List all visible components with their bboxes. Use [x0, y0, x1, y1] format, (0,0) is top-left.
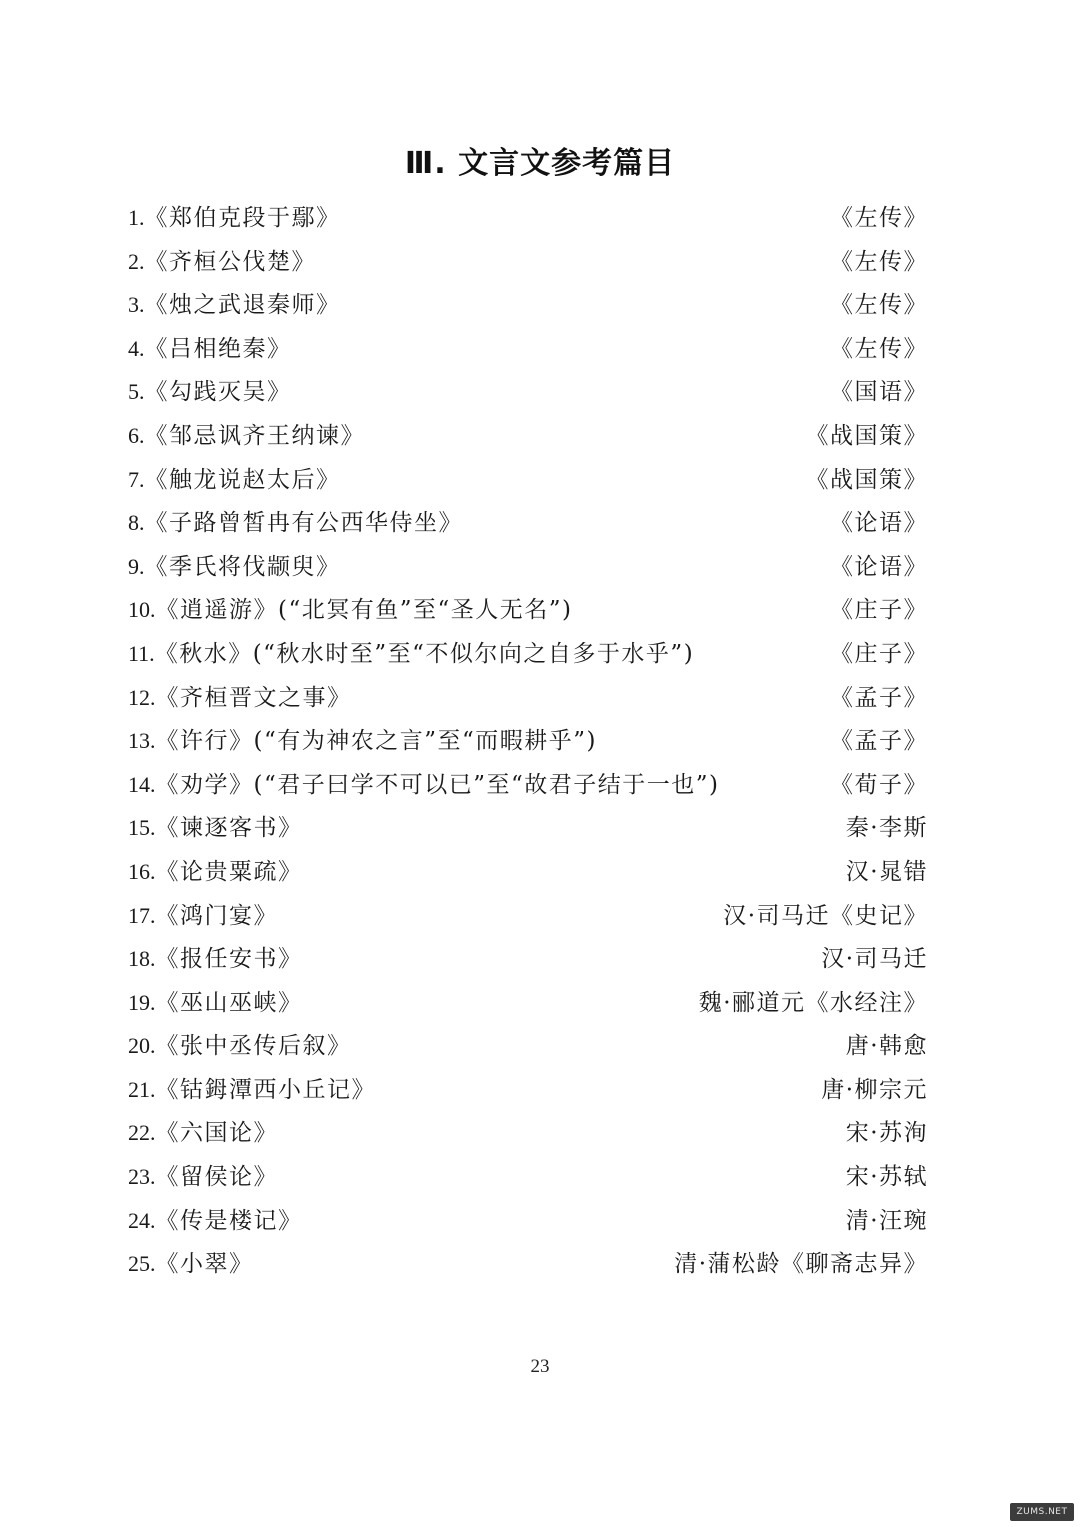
item-source: 汉·晁错: [845, 858, 928, 885]
item-title: 《吕相绝秦》: [144, 335, 292, 362]
item-source: 清·蒲松龄《聊斋志异》: [674, 1251, 928, 1278]
item-source: 《论语》: [830, 553, 928, 580]
item-source: 《左传》: [830, 292, 928, 319]
item-title: 《小翠》: [155, 1251, 254, 1278]
item-number: 6.: [128, 422, 145, 448]
list-item: [128, 1155, 928, 1199]
item-title: 《触龙说赵太后》: [144, 466, 341, 493]
item-title: 《齐桓公伐楚》: [144, 248, 316, 275]
list-item: [128, 545, 928, 589]
reading-list: [128, 196, 928, 1286]
list-item: [128, 763, 928, 807]
item-title: 《逍遥游》(“北冥有鱼”至“圣人无名”): [155, 597, 573, 624]
item-source: 秦·李斯: [845, 815, 928, 842]
item-number: 17.: [128, 902, 156, 928]
list-item: [128, 501, 928, 545]
item-title: 《巫山巫峡》: [155, 989, 303, 1016]
item-source: 《孟子》: [830, 728, 928, 755]
item-number: 4.: [128, 335, 145, 361]
item-number: 9.: [128, 553, 145, 579]
item-title: 《勾践灭吴》: [144, 379, 292, 406]
item-title: 《论贵粟疏》: [155, 858, 303, 885]
item-number: 22.: [128, 1120, 156, 1146]
item-source: 《荀子》: [830, 771, 928, 798]
list-item: [128, 1068, 928, 1112]
item-title: 《许行》(“有为神农之言”至“而暇耕乎”): [155, 728, 597, 755]
item-source: 《国语》: [830, 379, 928, 406]
item-number: 3.: [128, 292, 145, 318]
item-number: 20.: [128, 1033, 156, 1059]
list-item: [128, 458, 928, 502]
list-item: [128, 240, 928, 284]
list-item: [128, 588, 928, 632]
item-source: 《战国策》: [805, 422, 928, 449]
item-number: 21.: [128, 1076, 156, 1102]
item-number: 7.: [128, 466, 145, 492]
item-title: 《报任安书》: [155, 946, 303, 973]
list-item: [128, 283, 928, 327]
item-title: 《谏逐客书》: [155, 815, 303, 842]
item-source: 《庄子》: [830, 597, 928, 624]
watermark-logo: ZUMS.NET: [1010, 1503, 1074, 1521]
item-number: 25.: [128, 1251, 156, 1277]
item-title: 《鸿门宴》: [155, 902, 278, 929]
item-number: 24.: [128, 1207, 156, 1233]
item-title: 《钴鉧潭西小丘记》: [155, 1076, 376, 1103]
item-number: 11.: [128, 640, 155, 666]
item-number: 14.: [128, 771, 156, 797]
page-number: 23: [530, 1356, 550, 1377]
item-source: 《论语》: [830, 510, 928, 537]
item-source: 清·汪琬: [845, 1207, 928, 1234]
list-item: [128, 414, 928, 458]
item-title: 《六国论》: [155, 1120, 278, 1147]
page-title: Ⅲ. 文言文参考篇目: [404, 146, 676, 181]
item-source: 宋·苏洵: [845, 1120, 928, 1147]
item-title: 《烛之武退秦师》: [144, 292, 341, 319]
list-item: [128, 937, 928, 981]
list-item: [128, 1024, 928, 1068]
list-item: [128, 196, 928, 240]
item-number: 8.: [128, 510, 145, 536]
item-number: 13.: [128, 728, 156, 754]
list-item: [128, 894, 928, 938]
item-source: 汉·司马迁: [821, 946, 928, 973]
item-source: 唐·韩愈: [845, 1033, 928, 1060]
list-item: [128, 850, 928, 894]
list-item: [128, 719, 928, 763]
item-source: 《左传》: [830, 205, 928, 231]
list-item: [128, 806, 928, 850]
item-title: 《邹忌讽齐王纳谏》: [144, 422, 365, 449]
item-number: 12.: [128, 684, 156, 710]
item-source: 宋·苏轼: [845, 1164, 928, 1191]
list-item: [128, 327, 928, 371]
item-number: 23.: [128, 1164, 156, 1190]
item-number: 1.: [128, 205, 145, 230]
item-number: 5.: [128, 379, 145, 405]
list-item: [128, 370, 928, 414]
list-item: [128, 1111, 928, 1155]
item-source: 《战国策》: [805, 466, 928, 493]
item-source: 唐·柳宗元: [821, 1076, 928, 1103]
item-source: 《庄子》: [830, 640, 928, 667]
item-number: 2.: [128, 248, 145, 274]
item-source: 魏·郦道元《水经注》: [698, 989, 928, 1016]
item-number: 18.: [128, 946, 156, 972]
item-source: 《孟子》: [830, 684, 928, 711]
item-title: 《季氏将伐颛臾》: [144, 553, 341, 580]
item-title: 《齐桓晋文之事》: [155, 684, 352, 711]
item-title: 《留侯论》: [155, 1164, 278, 1191]
item-number: 19.: [128, 989, 156, 1015]
list-item: [128, 1242, 928, 1286]
list-item: [128, 676, 928, 720]
item-source: 汉·司马迁《史记》: [723, 902, 928, 929]
list-item: [128, 632, 928, 676]
item-source: 《左传》: [830, 335, 928, 362]
item-number: 10.: [128, 597, 156, 623]
item-title: 《子路曾皙冉有公西华侍坐》: [144, 510, 463, 537]
item-title: 《郑伯克段于鄢》: [144, 205, 341, 231]
item-title: 《秋水》(“秋水时至”至“不似尔向之自多于水乎”): [154, 640, 695, 667]
item-title: 《劝学》(“君子曰学不可以已”至“故君子结于一也”): [155, 771, 720, 798]
item-title: 《传是楼记》: [155, 1207, 303, 1234]
item-number: 16.: [128, 858, 156, 884]
list-item: [128, 981, 928, 1025]
item-number: 15.: [128, 815, 156, 841]
item-source: 《左传》: [830, 248, 928, 275]
item-title: 《张中丞传后叙》: [155, 1033, 352, 1060]
list-item: [128, 1199, 928, 1243]
